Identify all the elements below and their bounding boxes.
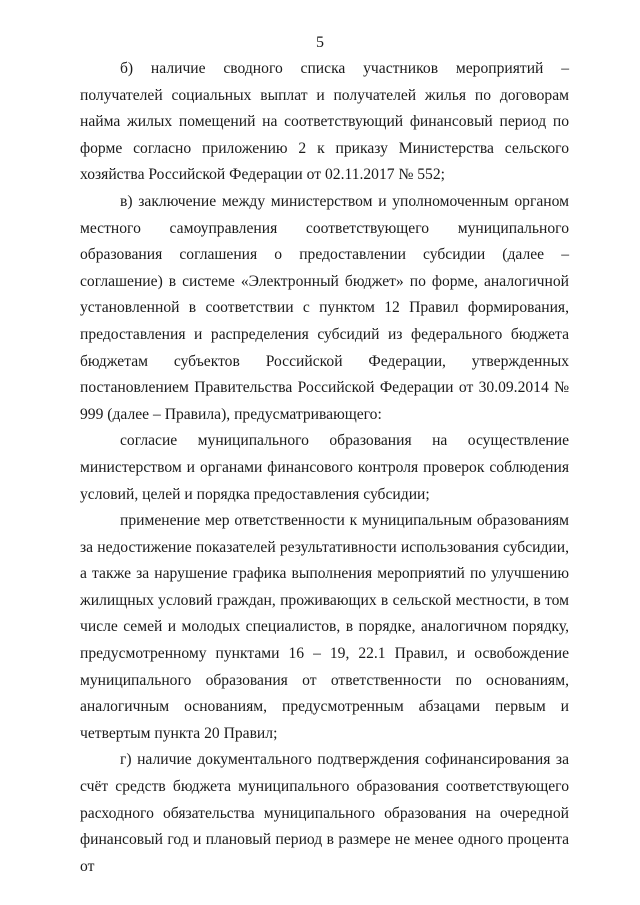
paragraph-g-cofinancing: г) наличие документального подтверждения софинансирования за счёт средств бюджета муниципального образования соответствующего расходного обязательства муниципального образования на очередной финансовый год и плановый период в размере не менее одного процента от	[80, 751, 569, 875]
paragraph-consent: согласие муниципального образования на осуществление министерством и органами финансового контроля проверок соблюдения условий, целей и порядка предоставления субсидии;	[80, 432, 569, 503]
paragraph-b-consolidated-list: б) наличие сводного списка участников мероприятий – получателей социальных выплат и получателей жилья по договорам найма жилых помещений на соответствующий финансовый период по форме согласно приложению 2 к приказу Министерства сельского хозяйства Российской Федерации от 02.11.2017 № 552;	[80, 60, 569, 184]
document-body	[80, 56, 569, 880]
page-number: 5	[316, 34, 324, 51]
paragraph-v-agreement: в) заключение между министерством и уполномоченным органом местного самоуправления соответствующего муниципального образования соглашения о предоставлении субсидии (далее – соглашение) в системе «Электронный бюджет» по форме, аналогичной установленной в соответствии с пунктом 12 Правил формирования, предоставления и распределения субсидий из федерального бюджета бюджетам субъектов Российской Федерации, утвержденных постановлением Правительства Российской Федерации от 30.09.2014 № 999 (далее – Правила), предусматривающего:	[80, 192, 569, 423]
paragraph-liability-measures: применение мер ответственности к муниципальным образованиям за недостижение показателей результативности использования субсидии, а также за нарушение графика выполнения мероприятий по улучшению жилищных условий граждан, проживающих в сельской местности, в том числе семей и молодых специалистов, в порядке, аналогичном порядку, предусмотренному пунктами 16 – 19, 22.1 Правил, и освобождение муниципального образования от ответственности по основаниям, аналогичным основаниям, предусмотренным абзацами первым и четвертым пункта 20 Правил;	[80, 512, 569, 742]
